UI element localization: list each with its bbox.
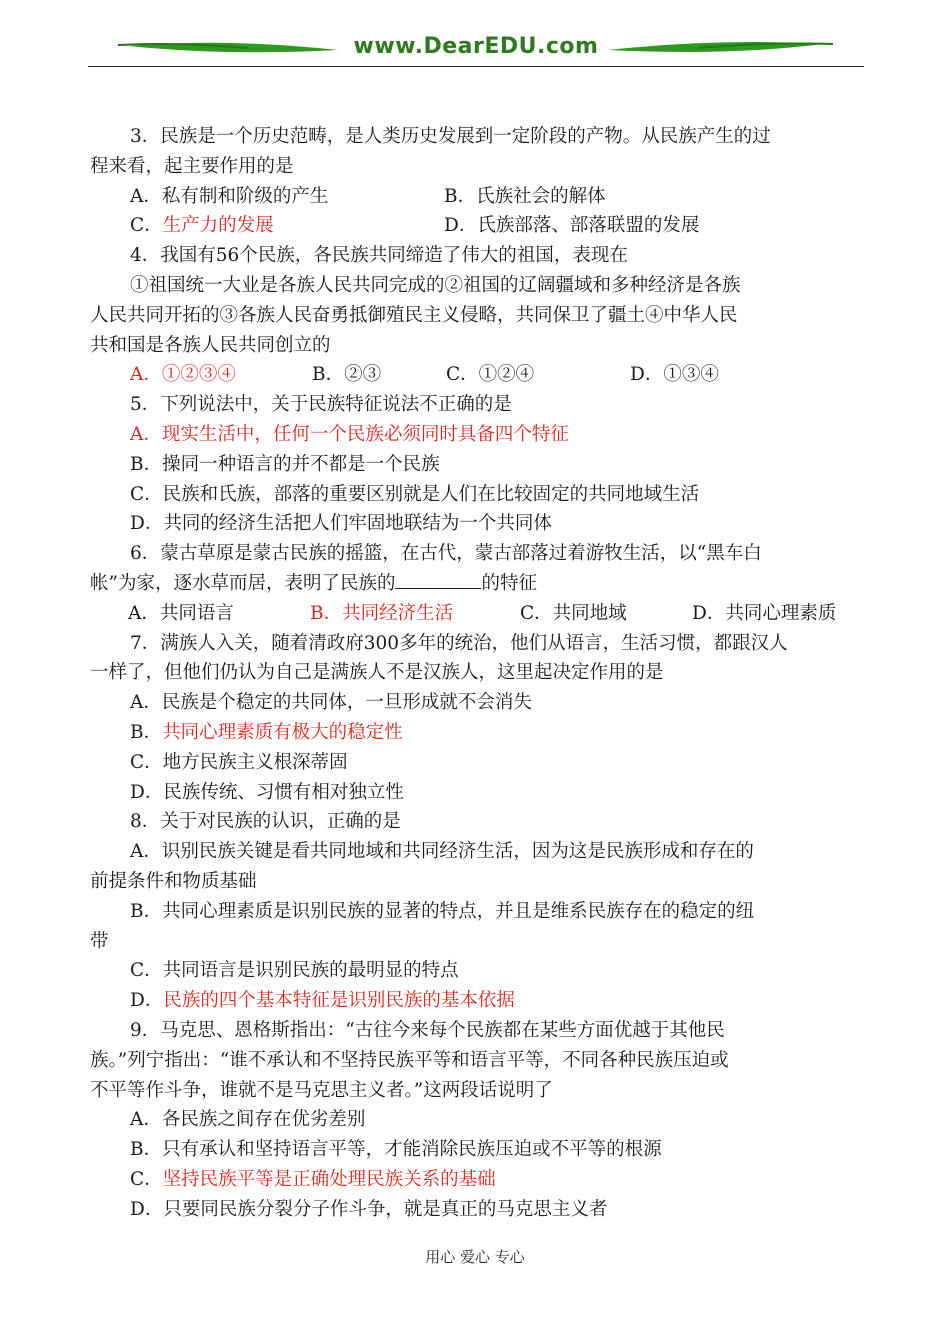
option-a-answer: A．现实生活中，任何一个民族必须同时具备四个特征 (130, 423, 569, 445)
question-3-options-cd (90, 211, 864, 241)
option-d (90, 986, 864, 1016)
option-d: D．只要同民族分裂分子作斗争，就是真正的马克思主义者 (130, 1198, 608, 1220)
option-b: B．②③ (312, 364, 382, 386)
question-list (90, 122, 864, 1224)
answer-highlight: 生产力的发展 (162, 215, 274, 237)
option-b (90, 718, 864, 748)
question-9-stem-cont: 族。”列宁指出：“谁不承认和不坚持民族平等和语言平等，不同各种民族压迫或 (90, 1049, 729, 1071)
option-b: B．只有承认和坚持语言平等，才能消除民族压迫或不平等的根源 (130, 1139, 662, 1161)
option-b: B．共同心理素质是识别民族的显著的特点，并且是维系民族存在的稳定的纽 (130, 900, 755, 922)
option-a: A．共同语言 (128, 602, 234, 624)
option-c (130, 211, 444, 241)
question-5-stem: 5．下列说法中，关于民族特征说法不正确的是 (130, 394, 512, 416)
option-d: D．①③④ (630, 364, 719, 386)
option-d: D．共同的经济生活把人们牢固地联结为一个共同体 (130, 513, 552, 535)
option-c: C．地方民族主义根深蒂固 (130, 751, 348, 773)
answer-highlight: 坚持民族平等是正确处理民族关系的基础 (162, 1168, 496, 1190)
option-d: D．共同心理素质 (692, 602, 837, 624)
option-a: A．各民族之间存在优劣差别 (130, 1109, 366, 1131)
option-c-prefix: C． (130, 1168, 163, 1190)
question-6-options (90, 599, 864, 629)
question-4-options (90, 360, 864, 390)
option-c: C．民族和氏族，部落的重要区别就是人们在比较固定的共同地域生活 (130, 483, 700, 505)
question-6-stem-cont (90, 569, 864, 599)
site-logo-text[interactable]: www.DearEDU.com (353, 34, 599, 59)
option-b: B．氏族社会的解体 (444, 185, 606, 207)
option-a: A．民族是个稳定的共同体，一旦形成就不会消失 (130, 692, 532, 714)
option-d-prefix: D． (130, 990, 164, 1012)
page-footer: 用心 爱心 专心 (425, 1248, 525, 1266)
question-4-stem-cont: 人民共同开拓的③各族人民奋勇抵御殖民主义侵略，共同保卫了疆土④中华人民 (90, 304, 738, 326)
question-9-stem-cont: 不平等作斗争，谁就不是马克思主义者。”这两段话说明了 (90, 1079, 553, 1101)
option-b-prefix: B． (130, 721, 163, 743)
option-a-answer: A．①②③④ (130, 364, 236, 386)
question-6-stem: 6．蒙古草原是蒙古民族的摇篮，在古代，蒙古部落过着游牧生活，以“黑车白 (130, 543, 762, 565)
option-c: C．共同地域 (520, 602, 627, 624)
stem-text: 的特征 (481, 572, 537, 594)
option-b: B．操同一种语言的并不都是一个民族 (130, 453, 440, 475)
option-b-answer: B．共同经济生活 (310, 602, 454, 624)
option-a: A．识别民族关键是看共同地域和共同经济生活，因为这是民族形成和存在的 (130, 841, 754, 863)
option-c (90, 1165, 864, 1195)
option-d: D．氏族部落、部落联盟的发展 (444, 215, 700, 237)
option-c-prefix: C． (130, 215, 163, 237)
question-3-stem-cont: 程来看，起主要作用的是 (90, 155, 294, 177)
question-4-stem-cont: ①祖国统一大业是各族人民共同完成的②祖国的辽阔疆域和多种经济是各族 (130, 274, 741, 296)
question-8-stem: 8．关于对民族的认识，正确的是 (130, 811, 401, 833)
option-d: D．民族传统、习惯有相对独立性 (130, 781, 404, 803)
question-9-stem: 9．马克思、恩格斯指出：“古往今来每个民族都在某些方面优越于其他民 (130, 1019, 725, 1041)
question-3-stem: 3．民族是一个历史范畴，是人类历史发展到一定阶段的产物。从民族产生的过 (130, 126, 771, 147)
option-a-cont: 前提条件和物质基础 (90, 870, 257, 892)
stem-text: 帐”为家，逐水草而居，表明了民族的 (90, 572, 396, 594)
answer-highlight: 共同心理素质有极大的稳定性 (162, 721, 403, 743)
question-4-stem: 4．我国有56个民族，各民族共同缔造了伟大的祖国，表现在 (130, 245, 628, 267)
question-4-stem-cont: 共和国是各族人民共同创立的 (90, 334, 331, 356)
question-7-stem: 7．满族人入关，随着清政府300多年的统治，他们从语言，生活习惯，都跟汉人 (130, 632, 788, 654)
site-header (88, 30, 864, 70)
question-7-stem-cont: 一样了，但他们仍认为自己是满族人不是汉族人，这里起决定作用的是 (90, 662, 664, 684)
option-a: A．私有制和阶级的产生 (130, 185, 329, 207)
option-c: C．①②④ (446, 364, 535, 386)
header-divider (88, 66, 864, 67)
question-3-options-ab (90, 182, 864, 212)
fill-in-blank (395, 570, 481, 589)
answer-highlight: 民族的四个基本特征是识别民族的基本依据 (163, 990, 515, 1012)
option-c: C．共同语言是识别民族的最明显的特点 (130, 960, 459, 982)
option-b-cont: 带 (90, 930, 109, 952)
